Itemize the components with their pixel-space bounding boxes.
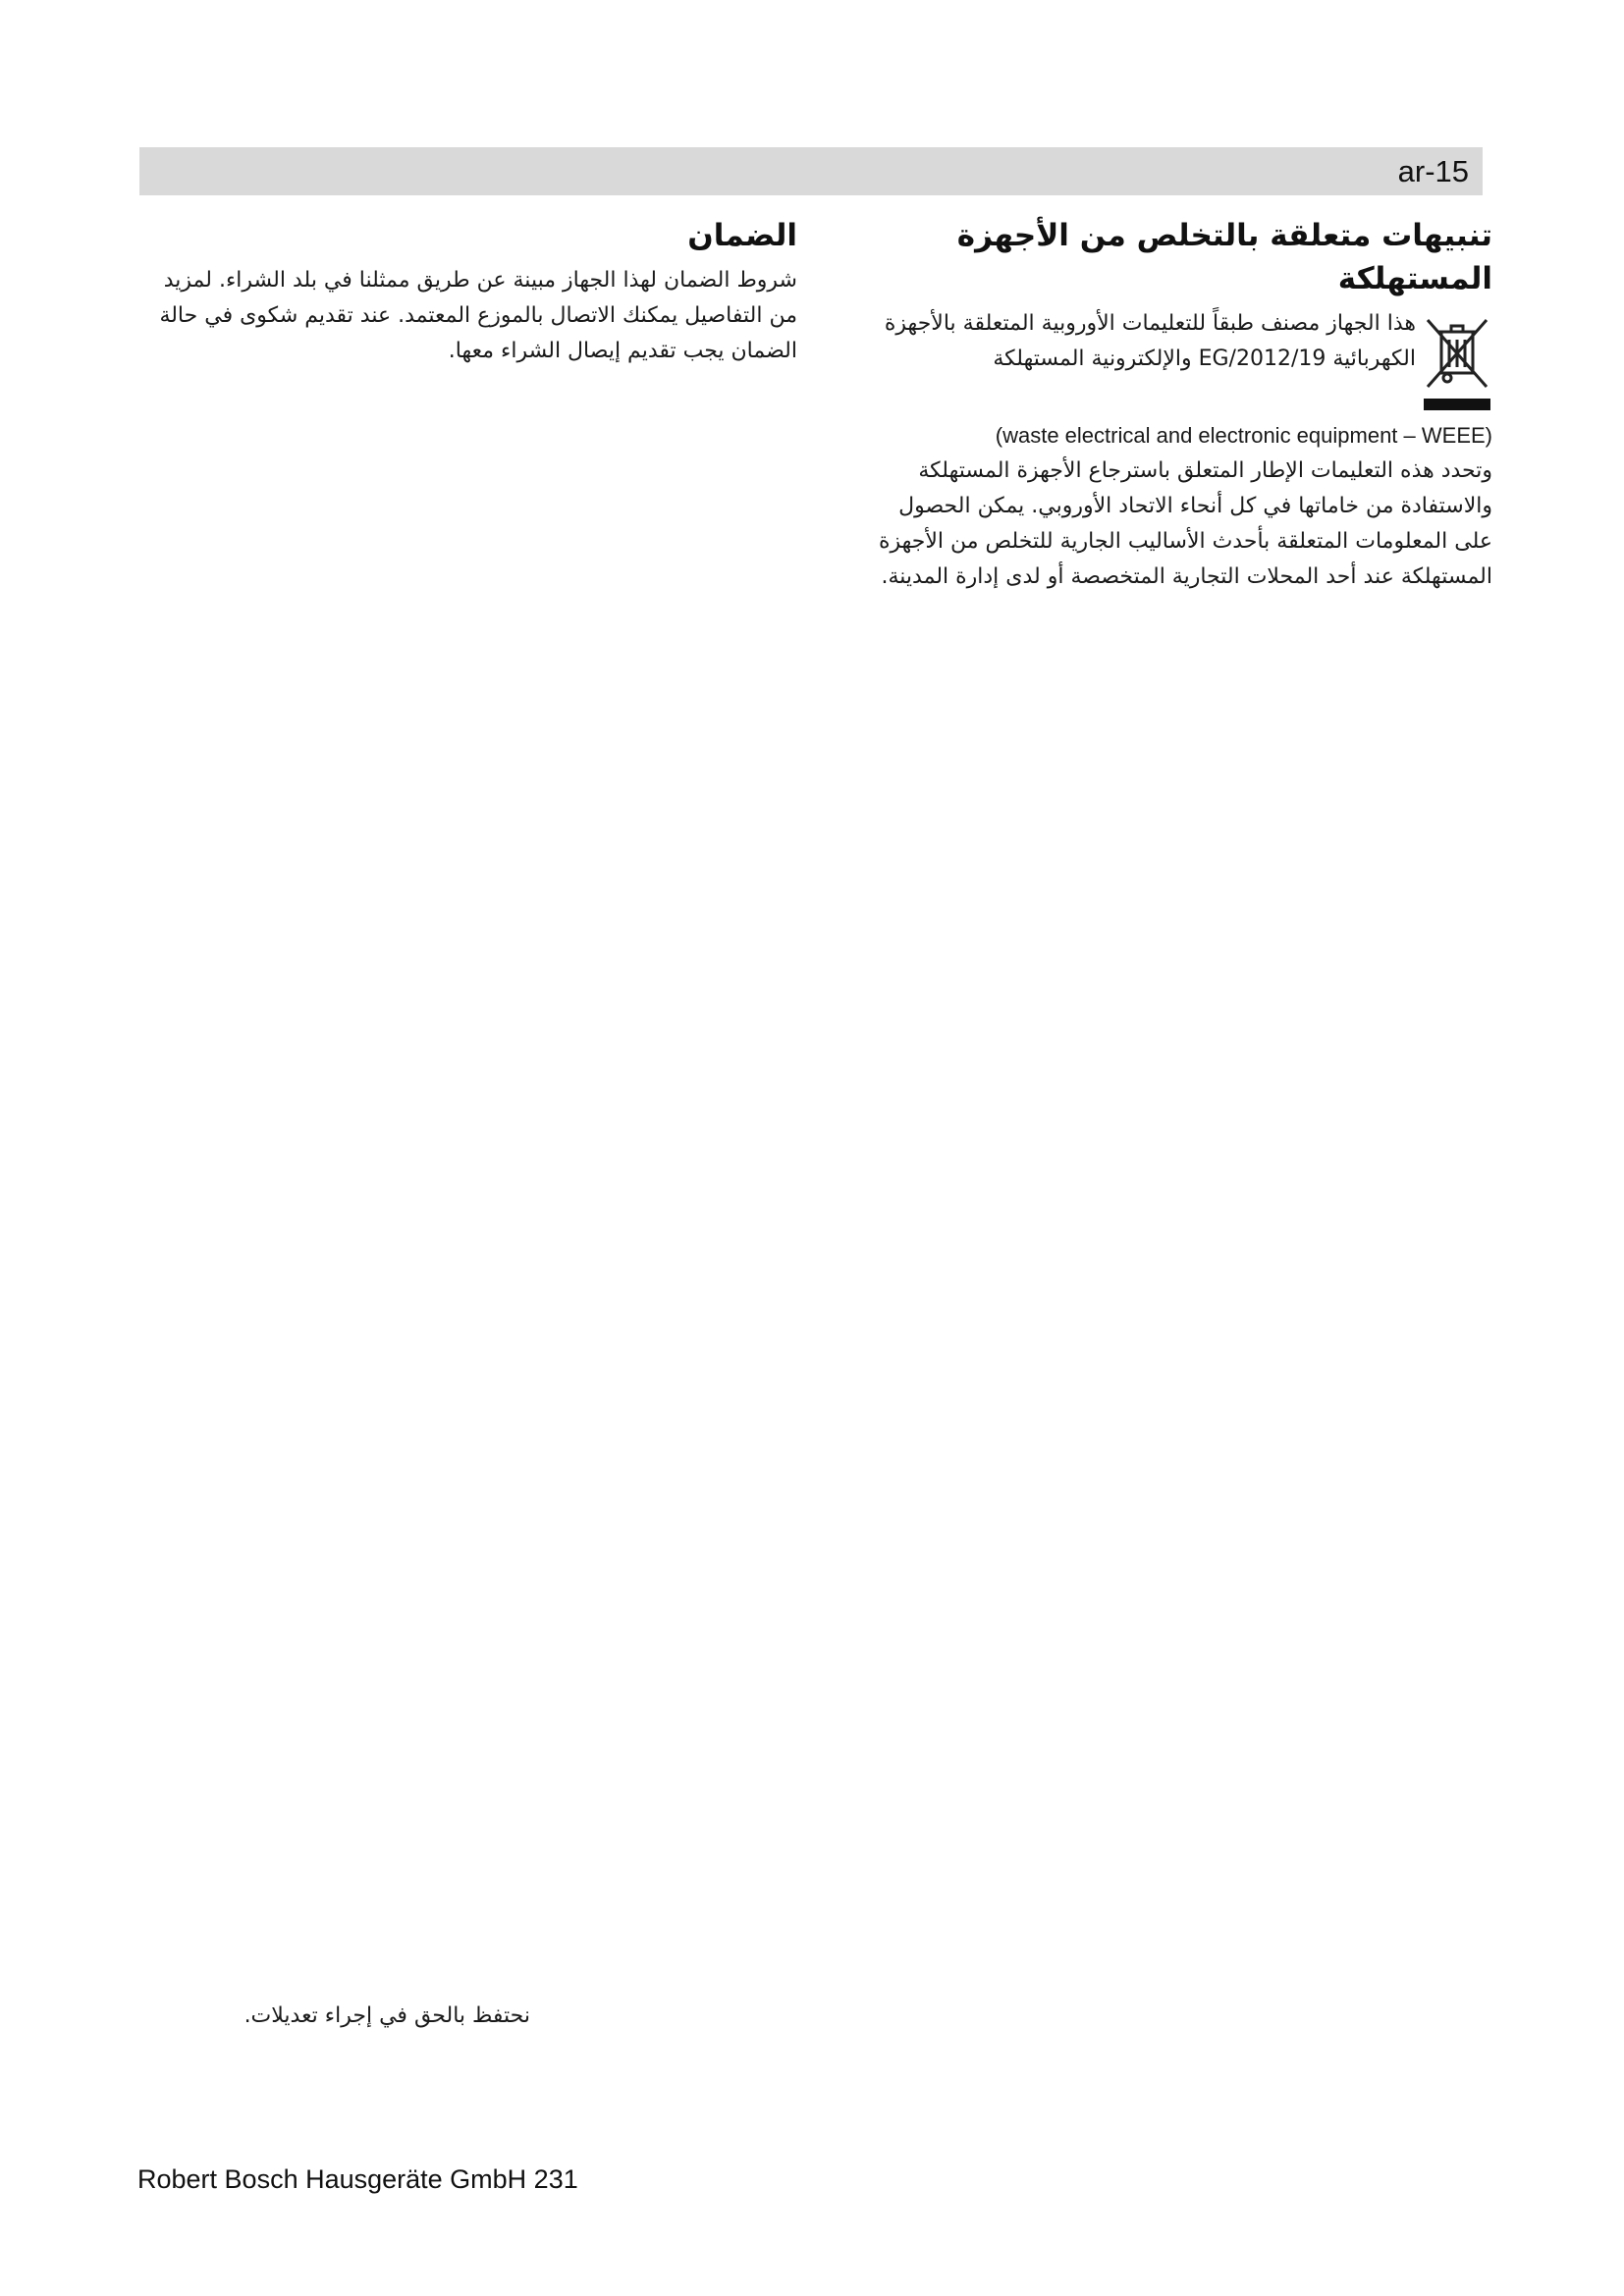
weee-body-text: وتحدد هذه التعليمات الإطار المتعلق باسترجاع الأجهزة المستهلكة والاستفادة من خاماتها في كل أنحاء الاتحاد الأوروبي. يمكن الحصول على المعلومات المتعلقة بأحدث الأساليب الجارية للتخلص من الأجهزة المستهلكة عند أحد المحلات التجارية المتخصصة أو لدى إدارة المدينة.	[878, 458, 1492, 589]
modifications-note: نحتفظ بالحق في إجراء تعديلات.	[244, 2003, 530, 2028]
weee-disposal-section	[866, 214, 1492, 595]
warranty-body-text: شروط الضمان لهذا الجهاز مبينة عن طريق ممثلنا في بلد الشراء. لمزيد من التفاصيل يمكنك الاتصال بالموزع المعتمد. عند تقديم شكوى في حالة الضمان يجب تقديم إيصال الشراء معها.	[159, 268, 797, 363]
page-number-label: ar-15	[1397, 154, 1469, 188]
weee-intro-text: هذا الجهاز مصنف طبقاً للتعليمات الأوروبية المتعلقة بالأجهزة الكهربائية 2012/19/EG والإلكترونية المستهلكة	[884, 311, 1416, 371]
header-bar	[139, 147, 1483, 195]
footer-text: Robert Bosch Hausgeräte GmbH 231	[137, 2164, 578, 2194]
warranty-title: الضمان	[687, 218, 797, 253]
warranty-section	[137, 214, 797, 369]
weee-section-title: تنبيهات متعلقة بالتخلص من الأجهزة المستهلكة	[956, 218, 1492, 296]
crossed-out-wheelie-bin-icon	[1422, 312, 1492, 414]
weee-notice-block	[866, 306, 1492, 416]
weee-english-term: (waste electrical and electronic equipment – WEEE)	[995, 423, 1492, 448]
